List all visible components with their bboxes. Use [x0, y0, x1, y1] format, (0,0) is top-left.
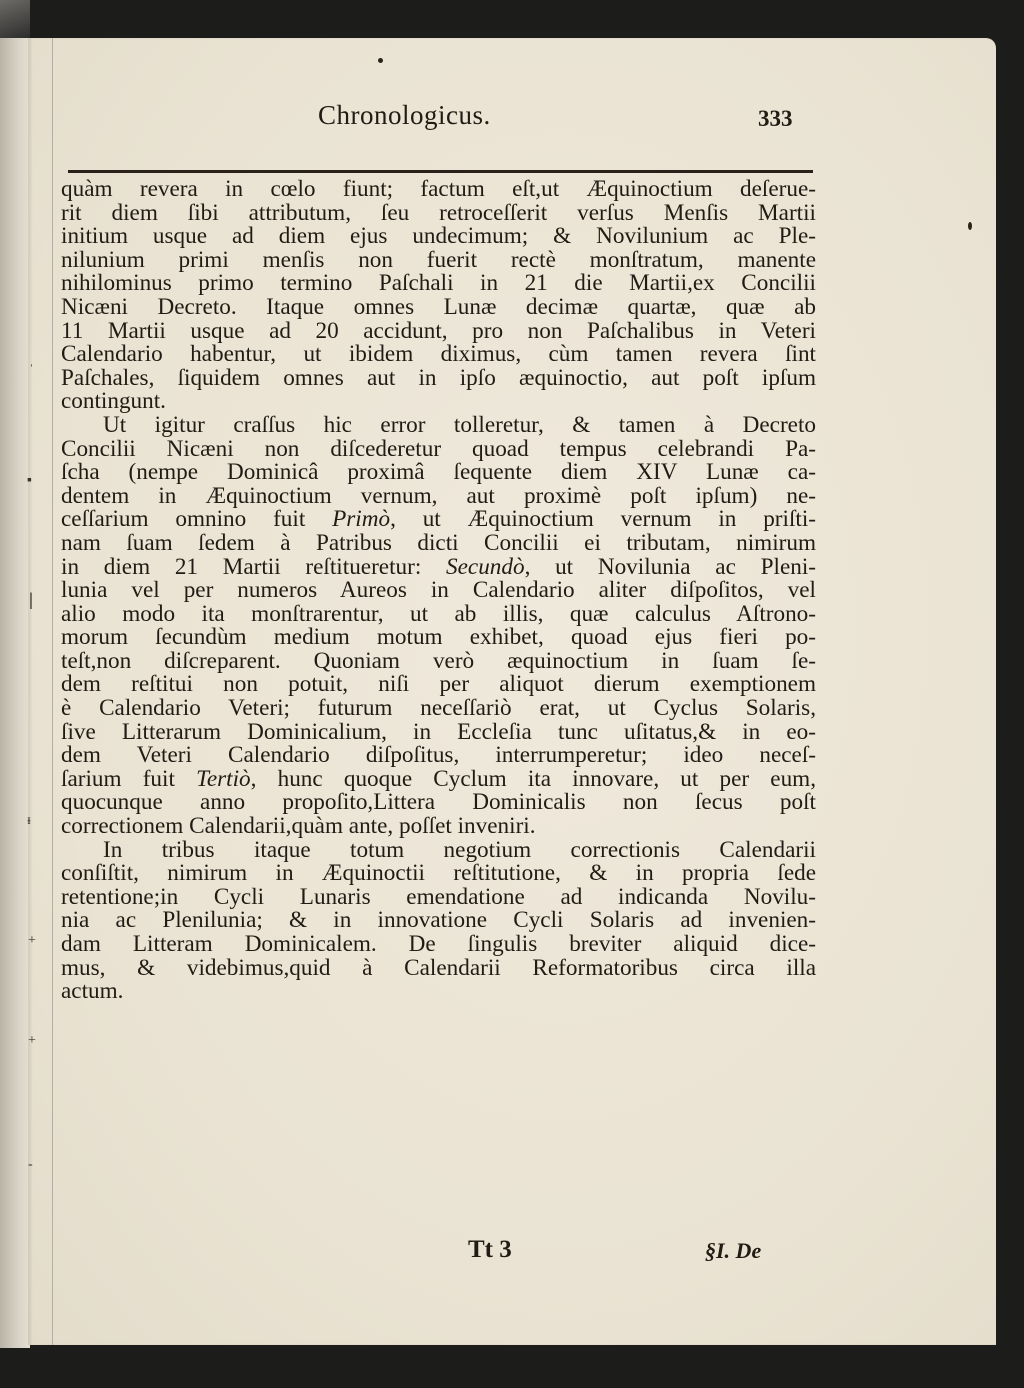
text-line: nia ac Plenilunia; & in innovatione Cycli Solaris ad invenien- [61, 907, 816, 934]
text-line: morum ſecundùm medium motum exhibet, quoad ejus fieri po- [61, 624, 816, 651]
text-line: contingunt. [61, 388, 166, 415]
text-line: quàm revera in cœlo fiunt; factum eſt,ut Æquinoctium deſerue- [61, 176, 816, 202]
text-line: retentione;in Cycli Lunaris emendatione ad indicanda Novilu- [61, 883, 816, 910]
text-line: conſiſtit, nimirum in Æquinoctii reſtitutione, & in propria ſede [61, 860, 816, 887]
text-line: ſcha (nempe Dominicâ proximâ ſequente diem XIV Lunæ ca- [61, 459, 816, 486]
margin-mark: | [29, 589, 33, 609]
text-line: actum. [61, 978, 124, 1005]
running-head: Chronologicus. [318, 100, 491, 130]
header-rule [68, 170, 813, 173]
text-line: ſive Litterarum Dominicalium, in Eccleſia tunc uſitatus,& in eo- [61, 718, 816, 745]
book-page [28, 38, 996, 1345]
margin-mark: ▪ [27, 473, 32, 488]
paragraph-start-line: In tribus itaque totum negotium correctionis Calendarii [103, 836, 816, 863]
adjacent-page-corner [0, 0, 30, 40]
text-line: alio modo ita monſtrarentur, ut ab illis, quæ calculus Aſtrono- [61, 600, 816, 627]
text-line: quocunque anno propoſito,Littera Dominicalis non ſecus poſt [61, 789, 816, 816]
catchword: §I. De [705, 1238, 762, 1263]
text-line: Concilii Nicæni non diſcederetur quoad tempus celebrandi Pa- [61, 435, 816, 462]
text-line: initium usque ad diem ejus undecimum; & Novilunium ac Ple- [61, 223, 816, 250]
paragraph-start-line: Ut igitur craſſus hic error tolleretur, & tamen à Decreto [103, 411, 816, 438]
text-line: Calendario habentur, ut ibidem diximus, cùm tamen revera ſint [61, 341, 816, 368]
text-line: teſt,non diſcreparent. Quoniam verò æquinoctium in ſuam ſe- [61, 647, 816, 674]
ink-speck [968, 222, 972, 230]
margin-mark: ˈ [29, 363, 34, 378]
page-number: 333 [758, 106, 793, 131]
text-line: Paſchales, ſiquidem omnes aut in ipſo æquinoctio, aut poſt ipſum [61, 364, 816, 391]
adjacent-page-edge [0, 38, 30, 1348]
text-line: ceſſarium omnino fuit Primò, ut Æquinoctium vernum in priſti- [61, 506, 816, 533]
ink-speck [378, 58, 383, 63]
text-line: rit diem ſibi attributum, ſeu retroceſſerit verſus Menſis Martii [61, 199, 816, 226]
text-line: ſarium fuit Tertiò, hunc quoque Cyclum ita innovare, ut per eum, [61, 765, 817, 792]
margin-mark: + [28, 1033, 36, 1048]
text-line: in diem 21 Martii reſtitueretur: Secundò, ut Novilunia ac Pleni- [61, 553, 816, 580]
text-line: nam ſuam ſedem à Patribus dicti Concilii ei tributam, nimirum [61, 529, 816, 556]
signature-mark: Tt 3 [468, 1236, 512, 1263]
body-text [61, 178, 816, 1004]
margin-mark: + [28, 933, 36, 948]
text-line: dem Veteri Calendario diſpoſitus, interrumperetur; ideo neceſ- [61, 742, 816, 769]
italic-ordinal: Primò [332, 506, 391, 533]
text-line: correctionem Calendarii,quàm ante, poſſet inveniri. [61, 813, 536, 840]
text-line: Nicæni Decreto. Itaque omnes Lunæ decimæ quartæ, quæ ab [61, 293, 816, 320]
text-line: dem reſtitui non potuit, niſi per aliquot dierum exemptionem [61, 671, 816, 698]
margin-mark: - [28, 1157, 33, 1172]
text-line: mus, & videbimus,quid à Calendarii Reformatoribus circa illa [61, 954, 816, 981]
text-line: nilunium primi menſis non fuerit rectè monſtratum, manente [61, 246, 816, 273]
text-line: nihilominus primo termino Paſchali in 21 die Martii,ex Concilii [61, 270, 816, 297]
text-line: dam Litteram Dominicalem. De ſingulis breviter aliquid dice- [61, 931, 816, 957]
text-line: è Calendario Veteri; futurum neceſſariò erat, ut Cyclus Solaris, [61, 695, 816, 722]
text-line: 11 Martii usque ad 20 accidunt, pro non Paſchalibus in Veteri [61, 317, 816, 344]
italic-ordinal: Secundò [446, 553, 525, 580]
italic-ordinal: Tertiò [196, 765, 251, 792]
margin-mark: ᵻ [27, 813, 31, 828]
text-line: lunia vel per numeros Aureos in Calendario aliter diſpoſitos, vel [61, 577, 816, 604]
gutter-line [52, 38, 53, 1345]
text-line: dentem in Æquinoctium vernum, aut proximè poſt ipſum) ne- [61, 482, 816, 509]
